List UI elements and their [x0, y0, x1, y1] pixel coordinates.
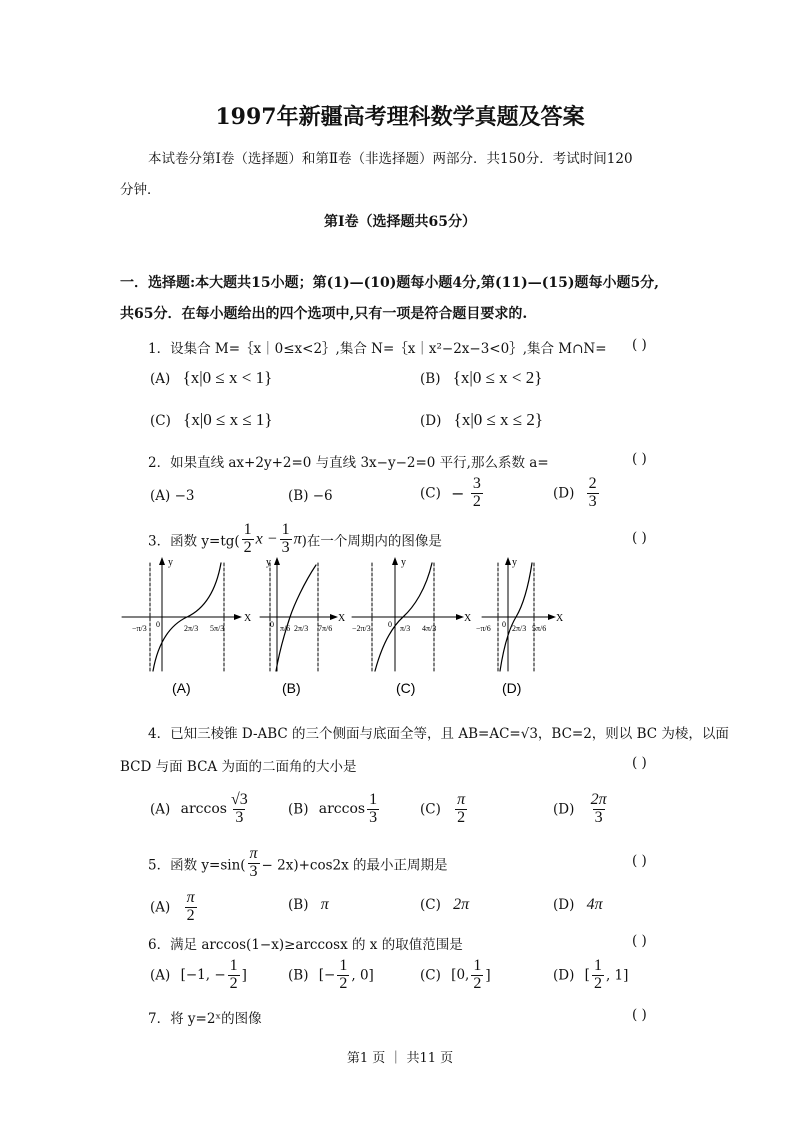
graph-a	[122, 557, 252, 696]
answer-blank-5: ( )	[632, 853, 647, 869]
fraction: $\frac{2}{3}$	[588, 475, 597, 510]
q1-option-c	[150, 410, 273, 430]
question-1-stem: 1．设集合 M=｛x｜0≤x<2｝,集合 N=｛x｜x²−2x−3<0｝,集合 M∩N=	[148, 341, 607, 357]
graph-label: (C)	[396, 680, 416, 696]
q1-option-d	[420, 410, 543, 430]
q5-option-c: (C) 2π	[420, 896, 470, 913]
page-title: 1997年新疆高考理科数学真题及答案	[215, 104, 585, 130]
tick-label: 0	[388, 620, 392, 629]
graph-d	[476, 557, 564, 696]
answer-blank-2: ( )	[632, 451, 647, 467]
q2-option-a: (A) −3	[150, 488, 195, 504]
option-label: (C)	[150, 413, 171, 429]
tick-label: 5π/6	[532, 624, 547, 633]
graph-label: (A)	[172, 680, 191, 696]
tangent-graphs	[120, 553, 570, 703]
q5-option-d: (D) 4π	[553, 896, 603, 913]
graph-c	[352, 557, 472, 696]
tick-label: π/6	[280, 624, 291, 633]
question-7-stem: 7．将 y=2ˣ的图像	[148, 1011, 262, 1027]
tick-label: −2π/3	[352, 624, 371, 633]
y-axis-label: y	[168, 557, 173, 568]
tick-label: π/3	[400, 624, 411, 633]
q4-option-a: (A) arccos $\frac{√3}{3}$	[150, 791, 248, 826]
question-6-stem: 6．满足 arccos(1−x)≥arccosx 的 x 的取值范围是	[148, 937, 463, 953]
graph-label: (D)	[502, 680, 522, 696]
fraction: $\frac{1}{3}$	[369, 791, 378, 826]
fraction: $\frac{1}{2}$	[243, 521, 252, 556]
option-label: (D)	[420, 413, 442, 429]
q1-option-b	[420, 368, 542, 388]
question-4-stem-cont: BCD 与面 BCA 为面的二面角的大小是	[120, 759, 357, 775]
tick-label: 2π/3	[184, 624, 199, 633]
y-axis-label: y	[512, 557, 517, 568]
option-value: {x|0 ≤ x ≤ 1}	[183, 410, 273, 429]
question-5-stem: 5．函数 y=sin( $\frac{\pi}{3}$ − 2x)+cos2x 的最小正周期是	[148, 845, 448, 880]
option-value: {x|0 ≤ x ≤ 2}	[453, 410, 544, 429]
section-heading-cont: 共65分．在每小题给出的四个选项中,只有一项是符合题目要求的.	[120, 306, 528, 322]
fraction: $\frac{\pi}{3}$	[249, 845, 258, 880]
q6-option-d: (D) [ $\frac{1}{2}$ , 1]	[553, 957, 629, 992]
x-axis-label: X	[556, 613, 564, 624]
question-4-stem: 4．已知三棱锥 D-ABC 的三个侧面与底面全等，且 AB=AC=√3，BC=2，则以 BC 为棱，以面	[148, 726, 729, 742]
tick-label: 0	[502, 620, 506, 629]
question-2-stem: 2．如果直线 ax+2y+2=0 与直线 3x−y−2=0 平行,那么系数 a=	[148, 455, 549, 471]
q4-option-c: (C) $\frac{\pi}{2}$	[420, 791, 466, 826]
q5-option-b: (B) π	[288, 896, 329, 913]
tick-label: −π/3	[132, 624, 147, 633]
answer-blank-4: ( )	[632, 755, 647, 771]
answer-blank-3: ( )	[632, 530, 647, 546]
option-value: {x|0 ≤ x < 2}	[452, 368, 543, 387]
y-axis-label: y	[401, 557, 406, 568]
intro-text: 本试卷分第Ⅰ卷（选择题）和第Ⅱ卷（非选择题）两部分．共150分．考试时间120	[148, 151, 633, 167]
fraction: $\frac{2\pi}{3}$	[590, 791, 607, 826]
answer-blank-6: ( )	[632, 933, 647, 949]
fraction: $\frac{\pi}{2}$	[457, 791, 466, 826]
q6-option-a: (A) [−1, − $\frac{1}{2}$ ]	[150, 957, 247, 992]
fraction: $\frac{1}{2}$	[229, 957, 238, 992]
q6-option-b: (B) [− $\frac{1}{2}$ , 0]	[288, 957, 374, 992]
tick-label: 2π/3	[512, 624, 527, 633]
tick-label: 4π/3	[422, 624, 437, 633]
option-value: {x|0 ≤ x < 1}	[182, 368, 273, 387]
fraction: $\frac{3}{2}$	[472, 475, 481, 510]
fraction: $\frac{\pi}{2}$	[186, 889, 195, 924]
tick-label: 5π/3	[210, 624, 225, 633]
q2-option-b: (B) −6	[288, 488, 333, 504]
q5-option-a: (A) $\frac{\pi}{2}$	[150, 889, 195, 924]
tick-label: −π/6	[476, 624, 491, 633]
section-heading: 一．选择题:本大题共15小题；第(1)—(10)题每小题4分,第(11)—(15)题每小题5分,	[120, 275, 660, 291]
answer-blank-7: ( )	[632, 1007, 647, 1023]
tick-label: 0	[156, 620, 160, 629]
tick-label: 7π/6	[318, 624, 333, 633]
option-label: (B)	[420, 371, 441, 387]
y-axis-label: y	[266, 557, 271, 568]
tick-label: 2π/3	[294, 624, 309, 633]
fraction: $\frac{1}{2}$	[339, 957, 348, 992]
fraction: $\frac{1}{3}$	[281, 521, 290, 556]
part-title: 第Ⅰ卷（选择题共65分）	[323, 214, 477, 230]
fraction: $\frac{√3}{3}$	[230, 791, 248, 826]
intro-text-cont: 分钟．	[120, 182, 161, 198]
q2-option-d	[553, 476, 601, 511]
q4-option-b: (B) arccos $\frac{1}{3}$	[288, 791, 378, 826]
option-label: (D)	[553, 485, 575, 502]
option-label: (A)	[150, 371, 171, 387]
answer-blank-1: ( )	[632, 337, 647, 353]
minus-sign: −	[451, 483, 465, 503]
graph-label: (B)	[282, 680, 301, 696]
q2-option-c	[420, 476, 485, 511]
q1-option-a	[150, 368, 272, 388]
graph-b	[260, 557, 346, 696]
q4-option-d: (D) $\frac{2\pi}{3}$	[553, 791, 607, 826]
x-axis-label: X	[244, 613, 252, 624]
option-label: (C)	[420, 485, 441, 502]
tick-label: 0	[270, 620, 274, 629]
question-3-stem: 3．函数 y=tg( $\frac{1}{2}$ x − $\frac{1}{3}$ π)在一个周期内的图像是	[148, 521, 442, 556]
x-axis-label: X	[464, 613, 472, 624]
page-footer: 第1 页 ｜ 共11 页	[346, 1051, 454, 1066]
x-axis-label: X	[338, 613, 346, 624]
q6-option-c: (C) [0, $\frac{1}{2}$ ]	[420, 957, 491, 992]
fraction: $\frac{1}{2}$	[593, 957, 602, 992]
fraction: $\frac{1}{2}$	[473, 957, 482, 992]
